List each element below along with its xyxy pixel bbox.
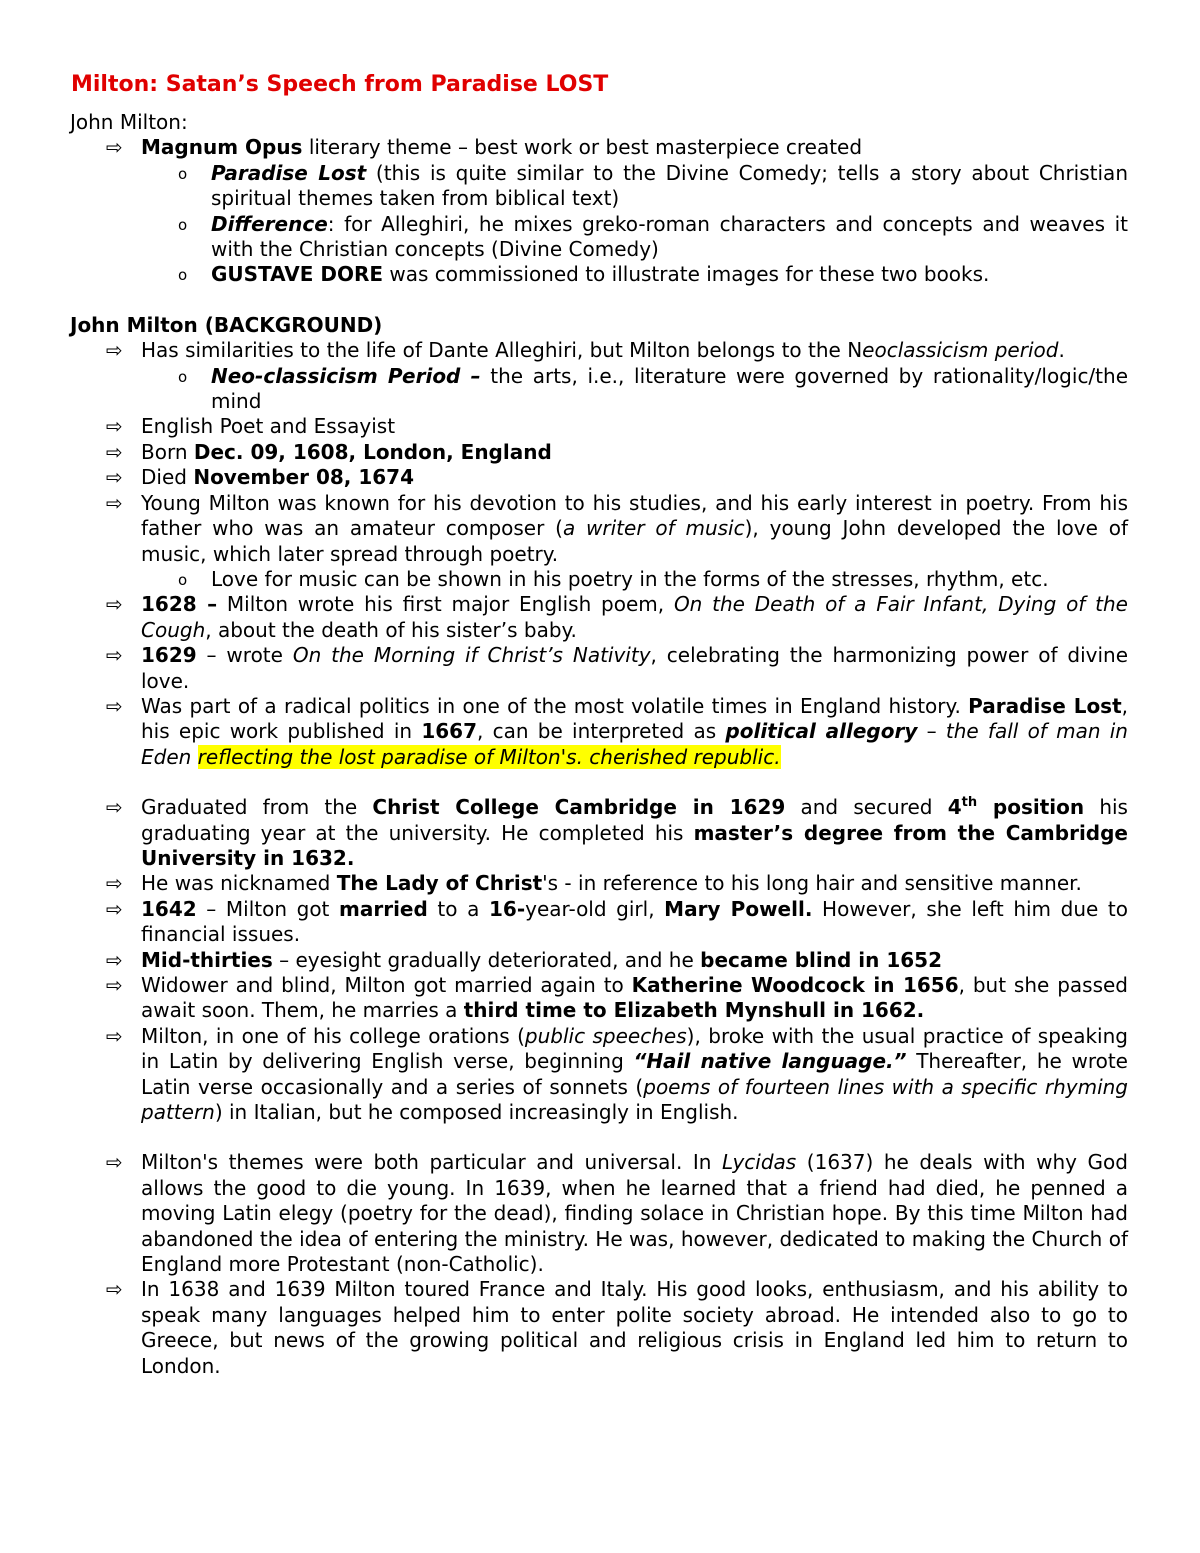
arrow-bullet-icon: ⇨ (106, 338, 123, 363)
sub-list (141, 161, 1128, 288)
list-item: ⇨ Magnum Opus literary theme – best work or best masterpiece created o Paradise Lost (this is quite similar to the Divine Comedy; tells a story about Christian spiritual themes taken from biblical text) o Difference: for Alleghiri, he mixes greko-roman characters and concepts and weaves it with the Christian concepts (Divine Comedy) o GUSTAVE DORE was commissioned to illustrate images for these two books. (70, 135, 1128, 287)
sub-list (141, 364, 1128, 415)
list-item: ⇨ Milton's themes were both particular and universal. In Lycidas (1637) he deals with why God allows the good to die young. In 1639, when he learned that a friend had died, he penned a moving Latin elegy (poetry for the dead), finding solace in Christian hope. By this time Milton had abandoned the idea of entering the ministry. He was, however, dedicated to making the Church of England more Protestant (non-Catholic). (106, 1150, 1128, 1277)
list-item: ⇨ Was part of a radical politics in one of the most volatile times in England history. Paradise Lost, his epic work published in 1667, can be interpreted as political allegory – the fall of man in Eden reflecting the lost paradise of Milton's. cherished republic. (106, 693, 1129, 769)
sub-list (141, 567, 1128, 592)
intro-label: John Milton: (70, 110, 188, 134)
arrow-bullet-icon: ⇨ (106, 135, 123, 160)
arrow-bullet-icon: ⇨ (106, 592, 123, 617)
arrow-bullet-icon: ⇨ (106, 439, 123, 464)
background-list (70, 338, 1128, 1379)
arrow-bullet-icon: ⇨ (106, 947, 123, 972)
list-item: ⇨ In 1638 and 1639 Milton toured France and Italy. His good looks, enthusiasm, and his ability to speak many languages helped him to enter polite society abroad. He intended also to go to Greece, but news of the growing political and religious crisis in England led him to return to London. (106, 1277, 1128, 1378)
list-item: ⇨ Milton, in one of his college orations (public speeches), broke with the usual practice of speaking in Latin by delivering English verse, beginning “Hail native language.” Thereafter, he wrote Latin verse occasionally and a series of sonnets (poems of fourteen lines with a specific rhyming pattern) in Italian, but he composed increasingly in English. (106, 1023, 1128, 1125)
list-item: ⇨ Died November 08, 1674 (106, 465, 415, 490)
arrow-bullet-icon: ⇨ (106, 1150, 123, 1175)
list-item: ⇨ 1629 – wrote On the Morning if Christ’s Nativity, celebrating the harmonizing power of divine love. (106, 643, 1129, 693)
arrow-bullet-icon: ⇨ (106, 693, 123, 718)
arrow-bullet-icon: ⇨ (106, 490, 123, 515)
highlighted-text: reflecting the lost paradise of Milton's. cherished republic. (197, 744, 781, 769)
arrow-bullet-icon: ⇨ (106, 871, 123, 896)
sub-list-item: o Neo-classicism Period – the arts, i.e., literature were governed by rationality/logic/the mind (178, 363, 1128, 414)
sub-list-item: o Love for music can be shown in his poetry in the forms of the stresses, rhythm, etc. (70, 567, 1128, 592)
background-heading: John Milton (BACKGROUND) (70, 312, 383, 337)
circle-bullet-icon: o (178, 266, 188, 285)
list-item: ⇨ English Poet and Essayist (106, 414, 396, 439)
spacer (70, 288, 1128, 313)
arrow-bullet-icon: ⇨ (106, 1023, 123, 1048)
sub-list-item: o GUSTAVE DORE was commissioned to illustrate images for these two books. (70, 262, 1128, 287)
list-item: ⇨ Graduated from the Christ College Cambridge in 1629 and secured 4th position his graduating year at the university. He completed his master’s degree from the Cambridge University in 1632. (106, 795, 1128, 870)
list-item: ⇨ He was nicknamed The Lady of Christ's - in reference to his long hair and sensitive manner. (106, 871, 1082, 896)
arrow-bullet-icon: ⇨ (106, 795, 123, 820)
circle-bullet-icon: o (178, 215, 188, 234)
list-item: ⇨ Young Milton was known for his devotion to his studies, and his early interest in poetry. From his father who was an amateur composer (a writer of music), young John developed the love of music, which later spread through poetry. o Love for music can be shown in his poetry in the forms of the stresses, rhythm, etc. (70, 491, 1128, 593)
list-item: ⇨ Has similarities to the life of Dante Alleghiri, but Milton belongs to the Neoclassicism period. o Neo-classicism Period – the arts, i.e., literature were governed by rationality/logic/the mind (70, 338, 1128, 414)
list-item: ⇨ 1628 – Milton wrote his first major English poem, On the Death of a Fair Infant, Dying of the Cough, about the death of his sister’s baby. (106, 592, 1128, 642)
arrow-bullet-icon: ⇨ (106, 896, 123, 921)
list-item: ⇨ 1642 – Milton got married to a 16-year-old girl, Mary Powell. However, she left him due to financial issues. (106, 896, 1129, 947)
arrow-bullet-icon: ⇨ (106, 465, 123, 490)
intro-list (70, 135, 1128, 287)
arrow-bullet-icon: ⇨ (106, 643, 123, 668)
list-item: ⇨ Widower and blind, Milton got married again to Katherine Woodcock in 1656, but she passed await soon. Them, he marries a third time to Elizabeth Mynshull in 1662. (106, 973, 1128, 1023)
document-title: Milton: Satan’s Speech from Paradise LOST (71, 72, 609, 97)
circle-bullet-icon: o (178, 367, 188, 386)
sub-list-item: o Difference: for Alleghiri, he mixes greko-roman characters and concepts and weaves it with the Christian concepts (Divine Comedy) (178, 211, 1128, 262)
arrow-bullet-icon: ⇨ (106, 1277, 123, 1302)
circle-bullet-icon: o (178, 164, 188, 183)
sub-list-item: o Paradise Lost (this is quite similar to the Divine Comedy; tells a story about Christian spiritual themes taken from biblical text) (178, 160, 1128, 211)
arrow-bullet-icon: ⇨ (106, 973, 123, 997)
list-item: ⇨ Mid-thirties – eyesight gradually deteriorated, and he became blind in 1652 (106, 947, 942, 972)
circle-bullet-icon: o (178, 570, 188, 589)
list-item: ⇨ Born Dec. 09, 1608, London, England (106, 439, 552, 464)
arrow-bullet-icon: ⇨ (106, 414, 123, 439)
